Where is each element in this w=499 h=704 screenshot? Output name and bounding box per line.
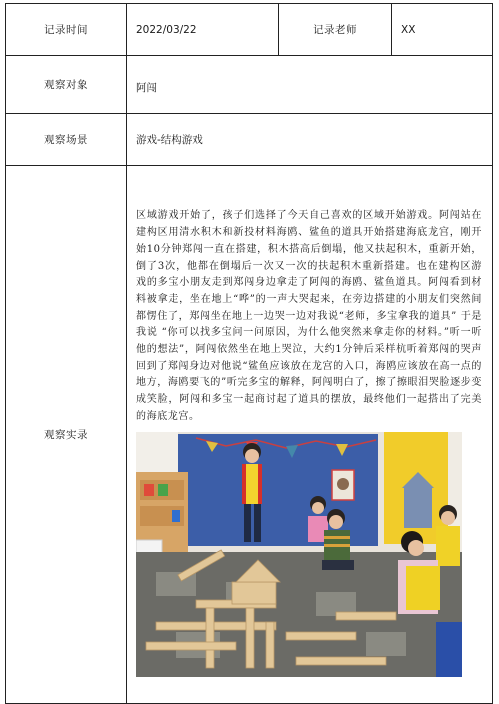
observation-record-table: [5, 3, 493, 704]
record-teacher-label: 记录老师: [279, 4, 392, 56]
observation-subject-value: 阿闯: [127, 56, 493, 114]
record-time-value: 2022/03/22: [127, 4, 279, 56]
record-teacher-value: XX: [392, 4, 493, 56]
record-time-label: 记录时间: [6, 4, 127, 56]
classroom-photo: [136, 432, 462, 677]
observation-fact-cell: [127, 166, 493, 704]
observation-scene-label: 观察场景: [6, 114, 127, 166]
observation-narrative: 区域游戏开始了，孩子们选择了今天自己喜欢的区域开始游戏。阿闯站在建构区用清水积木和新投材料海鸥、鲨鱼的道具开始搭建海底龙宫，刚开始10分钟郑闯一直在搭建，积木搭高后倒塌，他又扶起积木，重新开始，倒了3次，他都在倒塌后一次又一次的扶起积木重新搭建。也在建构区游戏的多宝小朋友走到郑闯身边拿走了阿闯的海鸥、鲨鱼道具。阿闯看到材料被拿走，坐在地上“哗”的一声大哭起来，在旁边搭建的小朋友们突然间都愣住了，郑闯坐在地上一边哭一边对我说“老师，多宝拿我的道具” 于是我说 “你可以找多宝问一问原因，为什么他突然来拿走你的材料。”听一听他的想法”，阿闯依然坐在地上哭泣，大约1分钟后采样杭听着郑闯的哭声回到了郑闯身边对他说“鲨鱼应该放在龙宫的入口，海鸥应该放在高一点的地方，海鸥要飞的”听完多宝的解释，阿闯明白了，擦了擦眼泪哭脸逐步变成笑脸，阿闯和多宝一起商讨起了道具的摆放，最终他们一起搭出了完美的海底龙宫。: [136, 210, 482, 422]
observation-subject-label: 观察对象: [6, 56, 127, 114]
observation-fact-label: 观察实录: [6, 166, 127, 704]
observation-scene-value: 游戏-结构游戏: [127, 114, 493, 166]
classroom-photo-illustration: [136, 432, 462, 677]
